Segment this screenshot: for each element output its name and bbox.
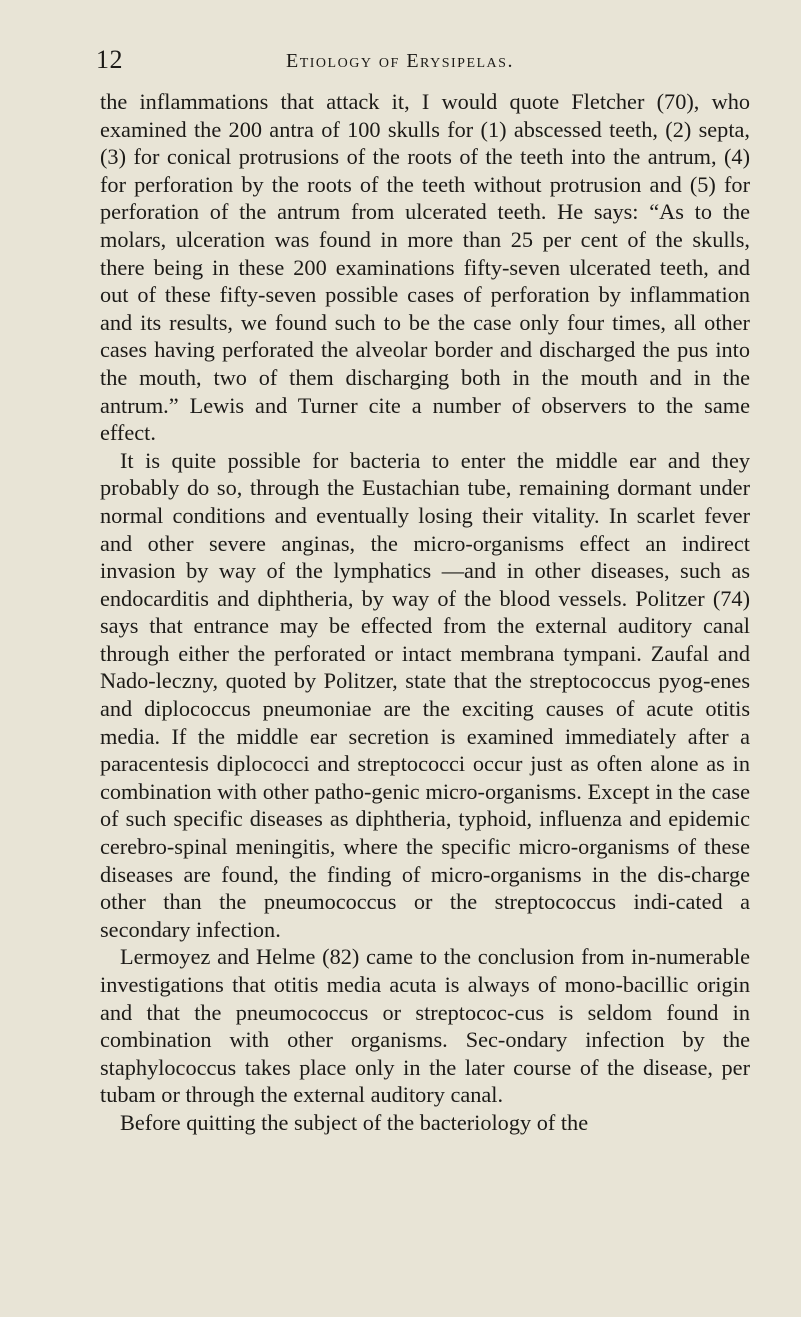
running-title: Etiology of Erysipelas. bbox=[286, 50, 514, 72]
paragraph-lermoyez-helme: Lermoyez and Helme (82) came to the conclusion from in-numerable investigations that otitis media acuta is always of mono-bacillic origin and that the pneumococcus or streptococ-cus is seldom found in combination with other organisms. Sec-ondary infection by the staphylococcus takes place only in the later course of the disease, per tubam or through the external auditory canal. bbox=[100, 944, 750, 1108]
running-head bbox=[96, 44, 746, 76]
page-number: 12 bbox=[96, 45, 123, 74]
paragraph-bacteria-middle-ear: It is quite possible for bacteria to enter the middle ear and they probably do so, through the Eustachian tube, remaining dormant under normal conditions and eventually losing their vitality. In scarlet fever and other severe anginas, the micro-organisms effect an indirect invasion by way of the lymphatics —and in other diseases, such as endocarditis and diphtheria, by way of the blood vessels. Politzer (74) says that entrance may be effected from the external auditory canal through either the perforated or intact membrana tympani. Zaufal and Nado-leczny, quoted by Politzer, state that the streptococcus pyog-enes and diplococcus pneumoniae are the exciting causes of acute otitis media. If the middle ear secretion is examined immediately after a paracentesis diplococci and streptococci occur just as often alone as in combination with other patho-genic micro-organisms. Except in the case of such specific diseases as diphtheria, typhoid, influenza and epidemic cerebro-spinal meningitis, where the specific micro-organisms of these diseases are found, the finding of micro-organisms in the dis-charge other than the pneumococcus or the streptococcus indi-cated a secondary infection. bbox=[100, 447, 750, 942]
paragraph-continuation: the inflammations that attack it, I would quote Fletcher (70), who examined the 200 antra of 100 skulls for (1) abscessed teeth, (2) septa, (3) for conical protrusions of the roots of the teeth into the antrum, (4) for perforation by the roots of the teeth without protrusion and (5) for perforation of the antrum from ulcerated teeth. He says: “As to the molars, ulceration was found in more than 25 per cent of the skulls, there being in these 200 examinations fifty-seven ulcerated teeth, and out of these fifty-seven possible cases of perforation by inflammation and its results, we found such to be the case only four times, all other cases having perforated the alveolar border and discharged the pus into the mouth, two of them discharging both in the mouth and in the antrum.” Lewis and Turner cite a number of observers to the same effect. bbox=[100, 89, 750, 446]
body-text bbox=[100, 88, 750, 1137]
paragraph-before-quitting: Before quitting the subject of the bacteriology of the bbox=[120, 1109, 589, 1135]
